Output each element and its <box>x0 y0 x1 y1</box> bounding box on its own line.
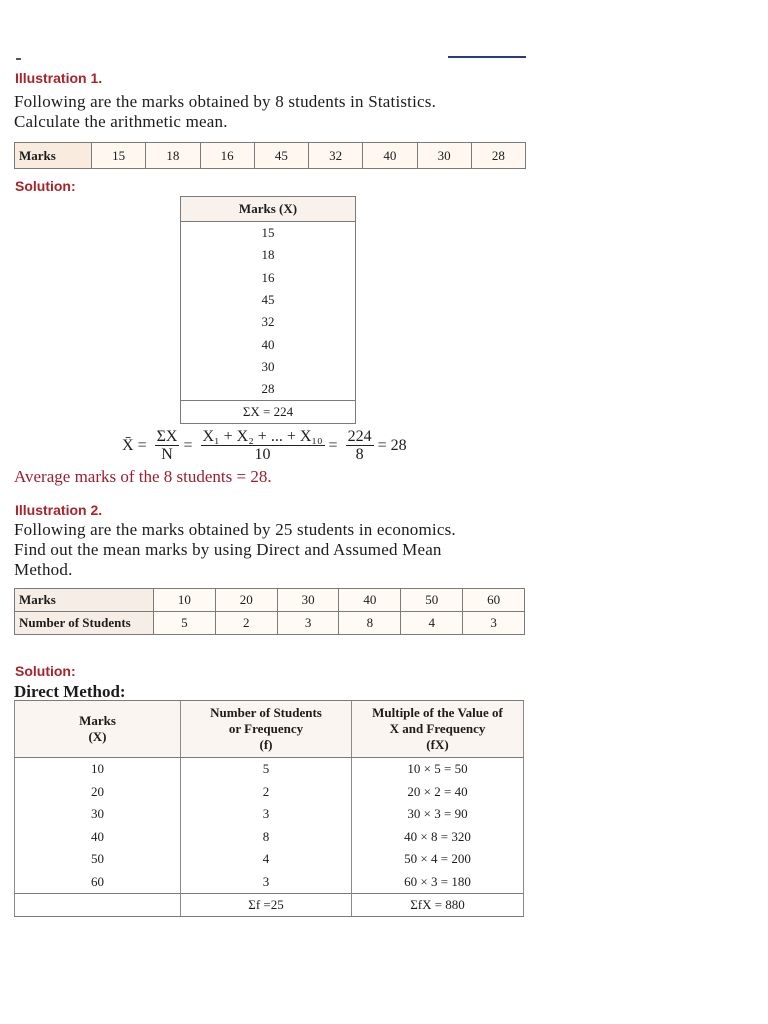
formula-result: = 28 <box>377 436 407 454</box>
marks-x-header <box>15 701 181 758</box>
table-row: 15 <box>181 222 356 245</box>
sum-fx: ΣfX = 880 <box>352 894 524 917</box>
illustration-1-line2: Calculate the arithmetic mean. <box>14 112 228 131</box>
f-cell: 2 <box>181 781 352 804</box>
illustration-2-line3: Method. <box>14 560 73 579</box>
students-header: Number of Students <box>15 612 154 635</box>
students-cell: 3 <box>277 612 339 635</box>
table-row <box>15 758 524 781</box>
table-row <box>15 803 524 826</box>
table-row: 16 <box>181 267 356 289</box>
average-conclusion: Average marks of the 8 students = 28. <box>14 467 272 486</box>
fraction-numerator: X₁ + X₂ + ... + X₁₀ <box>202 428 323 445</box>
fraction-denominator: 10 <box>254 446 271 463</box>
fx-cell: 30 × 3 = 90 <box>352 803 524 826</box>
sum-x: ΣX = 224 <box>181 401 356 424</box>
equals-sign: = <box>328 436 338 454</box>
marks-cell: 10 <box>154 589 216 612</box>
table-row <box>15 781 524 804</box>
marks-cell: 30 <box>417 143 471 169</box>
fx-header <box>352 701 524 758</box>
table-row: 45 <box>181 289 356 311</box>
header-line: (fX) <box>426 737 449 752</box>
fx-cell: 10 × 5 = 50 <box>352 758 524 781</box>
marks-cell: 40 <box>363 143 417 169</box>
header-line: Multiple of the Value of <box>372 705 503 720</box>
table-row: 30 <box>181 356 356 378</box>
header-line: Number of Students <box>210 705 322 720</box>
sum-f: Σf =25 <box>181 894 352 917</box>
table-row: 18 <box>181 244 356 266</box>
x-cell: 60 <box>15 871 181 894</box>
marks-cell: 16 <box>200 143 254 169</box>
illustration-2-line2: Find out the mean marks by using Direct and Assumed Mean <box>14 540 442 559</box>
totals-row <box>15 894 524 917</box>
f-cell: 4 <box>181 848 352 871</box>
table-row: 28 <box>181 378 356 401</box>
marks-cell: 20 <box>215 589 277 612</box>
direct-method-heading: Direct Method: <box>14 682 126 701</box>
marks-header: Marks <box>15 143 92 169</box>
marks-cell: 28 <box>471 143 525 169</box>
fraction-numerator: 224 <box>347 428 372 445</box>
marks-cell: 18 <box>146 143 200 169</box>
table-row: 40 <box>181 333 356 355</box>
marks-header: Marks <box>15 589 154 612</box>
f-cell: 3 <box>181 803 352 826</box>
illustration-1-line1: Following are the marks obtained by 8 students in Statistics. <box>14 92 437 111</box>
direct-method-table <box>14 700 524 917</box>
illustration-2-line1: Following are the marks obtained by 25 students in economics. <box>14 520 456 539</box>
marks-x-header: Marks (X) <box>181 197 356 222</box>
top-dash <box>16 58 21 60</box>
fraction-denominator: N <box>161 446 173 463</box>
students-cell: 5 <box>154 612 216 635</box>
table-row <box>15 871 524 894</box>
header-line: X and Frequency <box>389 721 486 736</box>
marks-cell: 50 <box>401 589 463 612</box>
marks-cell: 15 <box>92 143 146 169</box>
solution-label-1: Solution: <box>15 178 76 194</box>
table-row <box>15 848 524 871</box>
x-cell: 40 <box>15 826 181 849</box>
mean-formula <box>120 428 409 463</box>
x-cell: 10 <box>15 758 181 781</box>
students-cell: 2 <box>215 612 277 635</box>
top-rule <box>448 56 526 58</box>
solution-label-2: Solution: <box>15 663 76 679</box>
marks-cell: 32 <box>309 143 363 169</box>
x-cell: 20 <box>15 781 181 804</box>
equals-sign: = <box>183 436 193 454</box>
equals-sign: = <box>137 436 147 454</box>
table-row: 32 <box>181 311 356 333</box>
f-cell: 8 <box>181 826 352 849</box>
x-cell: 50 <box>15 848 181 871</box>
header-line: (X) <box>88 729 107 744</box>
xbar-symbol: X̄ <box>122 436 134 454</box>
marks-cell: 30 <box>277 589 339 612</box>
header-line: or Frequency <box>228 721 304 736</box>
students-cell: 3 <box>463 612 525 635</box>
fraction-expanded-sum <box>201 428 325 463</box>
fraction-values <box>346 428 374 463</box>
frequency-header <box>181 701 352 758</box>
marks-table-1 <box>14 142 526 169</box>
marks-cell: 45 <box>254 143 308 169</box>
illustration-2-title: Illustration 2. <box>15 502 103 518</box>
marks-cell: 60 <box>463 589 525 612</box>
fx-cell: 40 × 8 = 320 <box>352 826 524 849</box>
fx-cell: 20 × 2 = 40 <box>352 781 524 804</box>
students-cell: 4 <box>401 612 463 635</box>
header-line: Marks <box>79 713 116 728</box>
students-cell: 8 <box>339 612 401 635</box>
solution-table-1 <box>180 196 356 424</box>
x-cell: 30 <box>15 803 181 826</box>
fx-cell: 60 × 3 = 180 <box>352 871 524 894</box>
fx-cell: 50 × 4 = 200 <box>352 848 524 871</box>
header-line: (f) <box>259 737 273 752</box>
table-row <box>15 826 524 849</box>
f-cell: 3 <box>181 871 352 894</box>
f-cell: 5 <box>181 758 352 781</box>
empty-total-cell <box>15 894 181 917</box>
marks-cell: 40 <box>339 589 401 612</box>
fraction-sum-over-n <box>155 428 180 463</box>
fraction-numerator: ΣX <box>156 428 178 445</box>
illustration-1-title: Illustration 1. <box>15 70 103 86</box>
marks-frequency-table <box>14 588 525 635</box>
fraction-denominator: 8 <box>355 446 364 463</box>
